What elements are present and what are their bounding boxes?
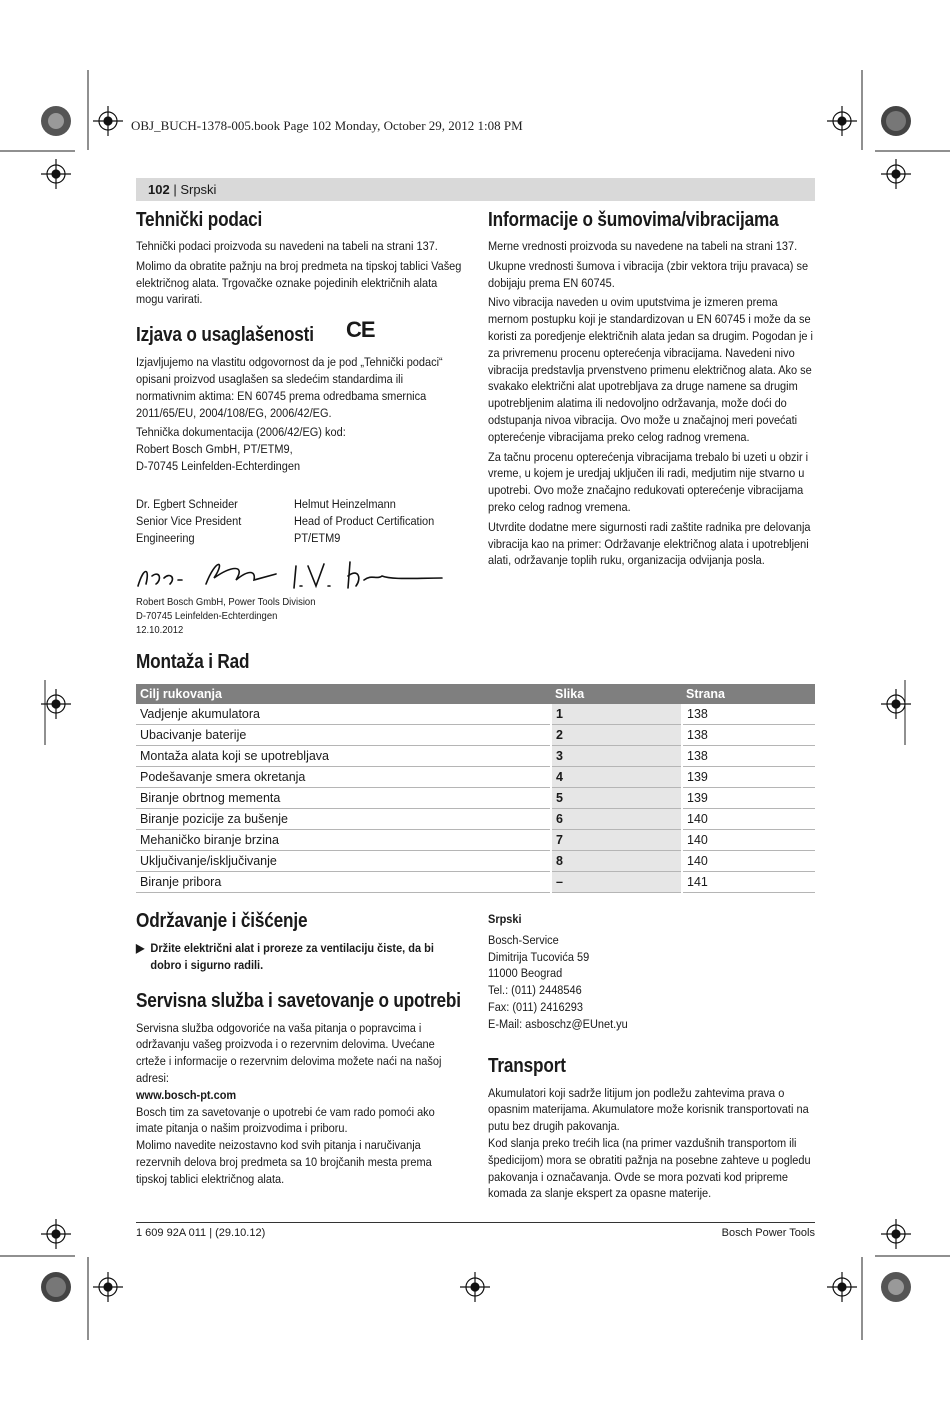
right-column-top <box>488 207 818 572</box>
transport-paragraph: Akumulatori koji sadrže litijum jon podležu zahtevima prava o opasnim materijama. Akumulatore može korisnik transportovati na putu bez drugih pakovanja. <box>488 1085 809 1134</box>
right-column-bottom <box>488 911 828 1202</box>
table-cell: Mehaničko biranje brzina <box>136 830 551 851</box>
table-row <box>136 746 815 767</box>
service-paragraph: Molimo navedite neizostavno kod svih pitanja i naručivanja rezervnih delova broj predmeta sa 10 brojčanih mesta prema tipskoj tablici električnog alata. <box>136 1138 432 1186</box>
montage-title: Montaža i Rad <box>136 651 250 673</box>
table-cell: 140 <box>682 830 815 851</box>
noise-title: Informacije o šumovima/vibracijama <box>488 209 779 231</box>
table-row <box>136 830 815 851</box>
signatory-dept: Engineering <box>136 530 195 545</box>
footer-brand: Bosch Power Tools <box>721 1227 815 1239</box>
fax-line: Fax: (011) 2416293 <box>488 999 583 1014</box>
table-header-cell: Strana <box>682 684 815 704</box>
left-column-top <box>136 207 466 475</box>
table-cell: 138 <box>682 704 815 725</box>
table-cell: 5 <box>551 788 682 809</box>
table-cell: Biranje obrtnog mementa <box>136 788 551 809</box>
table-row <box>136 851 815 872</box>
table-cell: Biranje pribora <box>136 872 551 893</box>
table-cell: 7 <box>551 830 682 851</box>
table-cell: 141 <box>682 872 815 893</box>
page-number: 102 <box>148 182 170 197</box>
company-line: D-70745 Leinfelden-Echterdingen <box>136 610 278 622</box>
table-row <box>136 872 815 893</box>
table-header-cell: Slika <box>551 684 682 704</box>
signatory-2 <box>294 496 474 546</box>
table-cell: – <box>551 872 682 893</box>
company-date: 12.10.2012 <box>136 624 184 636</box>
conformity-paragraph: Izjavljujemo na vlastitu odgovornost da je pod „Tehnički podaci“ opisani proizvod usaglašen sa sledećim standardima ili normativnim aktima: EN 60745 prema odredbama smernica 2011/65/EU, 2004/108/EG, 2006/42/EG. <box>136 355 443 420</box>
table-cell: Uključivanje/isključivanje <box>136 851 551 872</box>
noise-paragraph: Merne vrednosti proizvoda su navedene na tabeli na strani 137. <box>488 239 798 253</box>
signatory-dept: PT/ETM9 <box>294 530 341 545</box>
triangle-right-icon: ▶ <box>136 941 145 955</box>
country-heading: Srpski <box>488 912 522 926</box>
address-line: 11000 Beograd <box>488 966 563 981</box>
transport-title: Transport <box>488 1054 566 1077</box>
tech-data-paragraph: Molimo da obratite pažnju na broj predmeta na tipskoj tablici Vašeg električnog alata. Trgovačke oznake pojedinih električnih alata mogu varirati. <box>136 258 462 307</box>
table-header-row <box>136 684 815 704</box>
address-line: Dimitrija Tucovića 59 <box>488 949 590 964</box>
table-cell: 6 <box>551 809 682 830</box>
tech-doc-line: D-70745 Leinfelden-Echterdingen <box>136 458 301 473</box>
table-cell: Podešavanje smera okretanja <box>136 767 551 788</box>
signatory-name: Helmut Heinzelmann <box>294 497 396 511</box>
table-cell: Vadjenje akumulatora <box>136 704 551 725</box>
montage-table <box>136 684 815 893</box>
maintenance-bullet-text: Držite električni alat i proreze za ventilaciju čiste, da bi dobro i sigurno radili. <box>150 941 434 972</box>
table-cell: 1 <box>551 704 682 725</box>
table-cell: 8 <box>551 851 682 872</box>
table-cell: 4 <box>551 767 682 788</box>
tech-data-paragraph: Tehnički podaci proizvoda su navedeni na tabeli na strani 137. <box>136 239 438 253</box>
table-cell: 140 <box>682 809 815 830</box>
address-line: Bosch-Service <box>488 932 559 947</box>
phone-line: Tel.: (011) 2448546 <box>488 983 582 998</box>
header-divider: | <box>169 182 181 197</box>
signatory-name: Dr. Egbert Schneider <box>136 497 238 511</box>
table-header-cell: Cilj rukovanja <box>136 684 551 704</box>
tech-doc-line: Tehnička dokumentacija (2006/42/EG) kod: <box>136 425 346 440</box>
noise-paragraph: Ukupne vrednosti šumova i vibracija (zbir vektora triju pravaca) se dobijaju prema EN 60745. <box>488 258 809 290</box>
table-cell: 3 <box>551 746 682 767</box>
left-column-bottom <box>136 908 476 1188</box>
handwritten-signatures <box>136 556 456 596</box>
table-cell: 138 <box>682 746 815 767</box>
table-cell: 2 <box>551 725 682 746</box>
montage-section <box>136 649 268 675</box>
service-paragraph: Bosch tim za savetovanje o upotrebi će vam rado pomoći ako imate pitanja o našim proizvodima i priboru. <box>136 1104 435 1136</box>
table-row <box>136 704 815 725</box>
table-cell: Ubacivanje baterije <box>136 725 551 746</box>
tech-data-title: Tehnički podaci <box>136 209 263 231</box>
maintenance-bullet <box>136 940 464 974</box>
signatory-role: Senior Vice President <box>136 513 242 528</box>
table-cell: 139 <box>682 788 815 809</box>
table-cell: 140 <box>682 851 815 872</box>
service-title: Servisna služba i savetovanje o upotrebi <box>136 989 461 1012</box>
service-url-link[interactable]: www.bosch-pt.com <box>136 1087 237 1102</box>
signatory-1 <box>136 496 316 546</box>
tech-doc-line: Robert Bosch GmbH, PT/ETM9, <box>136 442 293 457</box>
table-row <box>136 725 815 746</box>
noise-paragraph: Nivo vibracija naveden u ovim uputstvima je izmeren prema mernom postupku koji je standardizovan u EN 60745 i može da se koristi za poredjenje električnih alata jedan sa drugim. Pogodan je i za privremenu procenu opterećenja vibracijama. Navedeni nivo vibracija predstavlja prvenstveno primenu električnog alata. Ako se svakako električni alat upotrebljava za druge namene sa drugim upotrebljenim alatima ili nedovoljno održavanja, može doći do odstupanja nivoa vibracija. Ovo može u značajnoj meri povećati opterećenje vibracijama preko celog radnog vremena. <box>488 295 813 444</box>
table-cell: Biranje pozicije za bušenje <box>136 809 551 830</box>
table-cell: Montaža alata koji se upotrebljava <box>136 746 551 767</box>
footer-rule <box>136 1222 815 1223</box>
company-block <box>136 595 370 637</box>
ce-mark-icon: CE <box>346 317 375 343</box>
page-header-bar <box>136 178 815 201</box>
maintenance-title: Održavanje i čišćenje <box>136 910 308 932</box>
company-line: Robert Bosch GmbH, Power Tools Division <box>136 596 316 608</box>
table-row <box>136 767 815 788</box>
conformity-title: Izjava o usaglašenosti <box>136 324 314 347</box>
signatory-role: Head of Product Certification <box>294 513 435 528</box>
table-row <box>136 788 815 809</box>
table-row <box>136 809 815 830</box>
footer-doc-number: 1 609 92A 011 | (29.10.12) <box>136 1227 266 1239</box>
service-paragraph: Servisna služba odgovoriće na vaša pitanja o popravcima i održavanju vašeg proizvoda i o rezervnim delovima. Uvećane crteže i informacije o rezervnim delovima možete naći na našoj adresi: <box>136 1020 442 1085</box>
page-slug: OBJ_BUCH-1378-005.book Page 102 Monday, October 29, 2012 1:08 PM <box>131 118 523 133</box>
header-section: Srpski <box>180 182 217 197</box>
noise-paragraph: Utvrdite dodatne mere sigurnosti radi zaštite radnika pre delovanja vibracija kao na primer: Održavanje električnog alata i upotrebljeni alati, održavanje toplih ruku, organizacija odvijanja posla. <box>488 519 811 568</box>
email-line: E-Mail: asboschz@EUnet.yu <box>488 1016 628 1031</box>
noise-paragraph: Za tačnu procenu opterećenja vibracijama trebalo bi uzeti u obzir i vreme, u kojem je uredjaj uključen ili radi, medjutim nije stvarno u upotrebi. Ovo može značajno redukovati opterećenje vibracijama preko celog radnog vremena. <box>488 449 809 514</box>
transport-paragraph: Kod slanja preko trećih lica (na primer vazdušnih transportom ili špedicijom) mora se obratiti pažnja na posebne zahteve u pogledu pakovanja i označavanja. Ovde se mora pozvati kod pripreme komada za slanje ekspert za opasne materije. <box>488 1135 811 1201</box>
table-cell: 138 <box>682 725 815 746</box>
table-cell: 139 <box>682 767 815 788</box>
